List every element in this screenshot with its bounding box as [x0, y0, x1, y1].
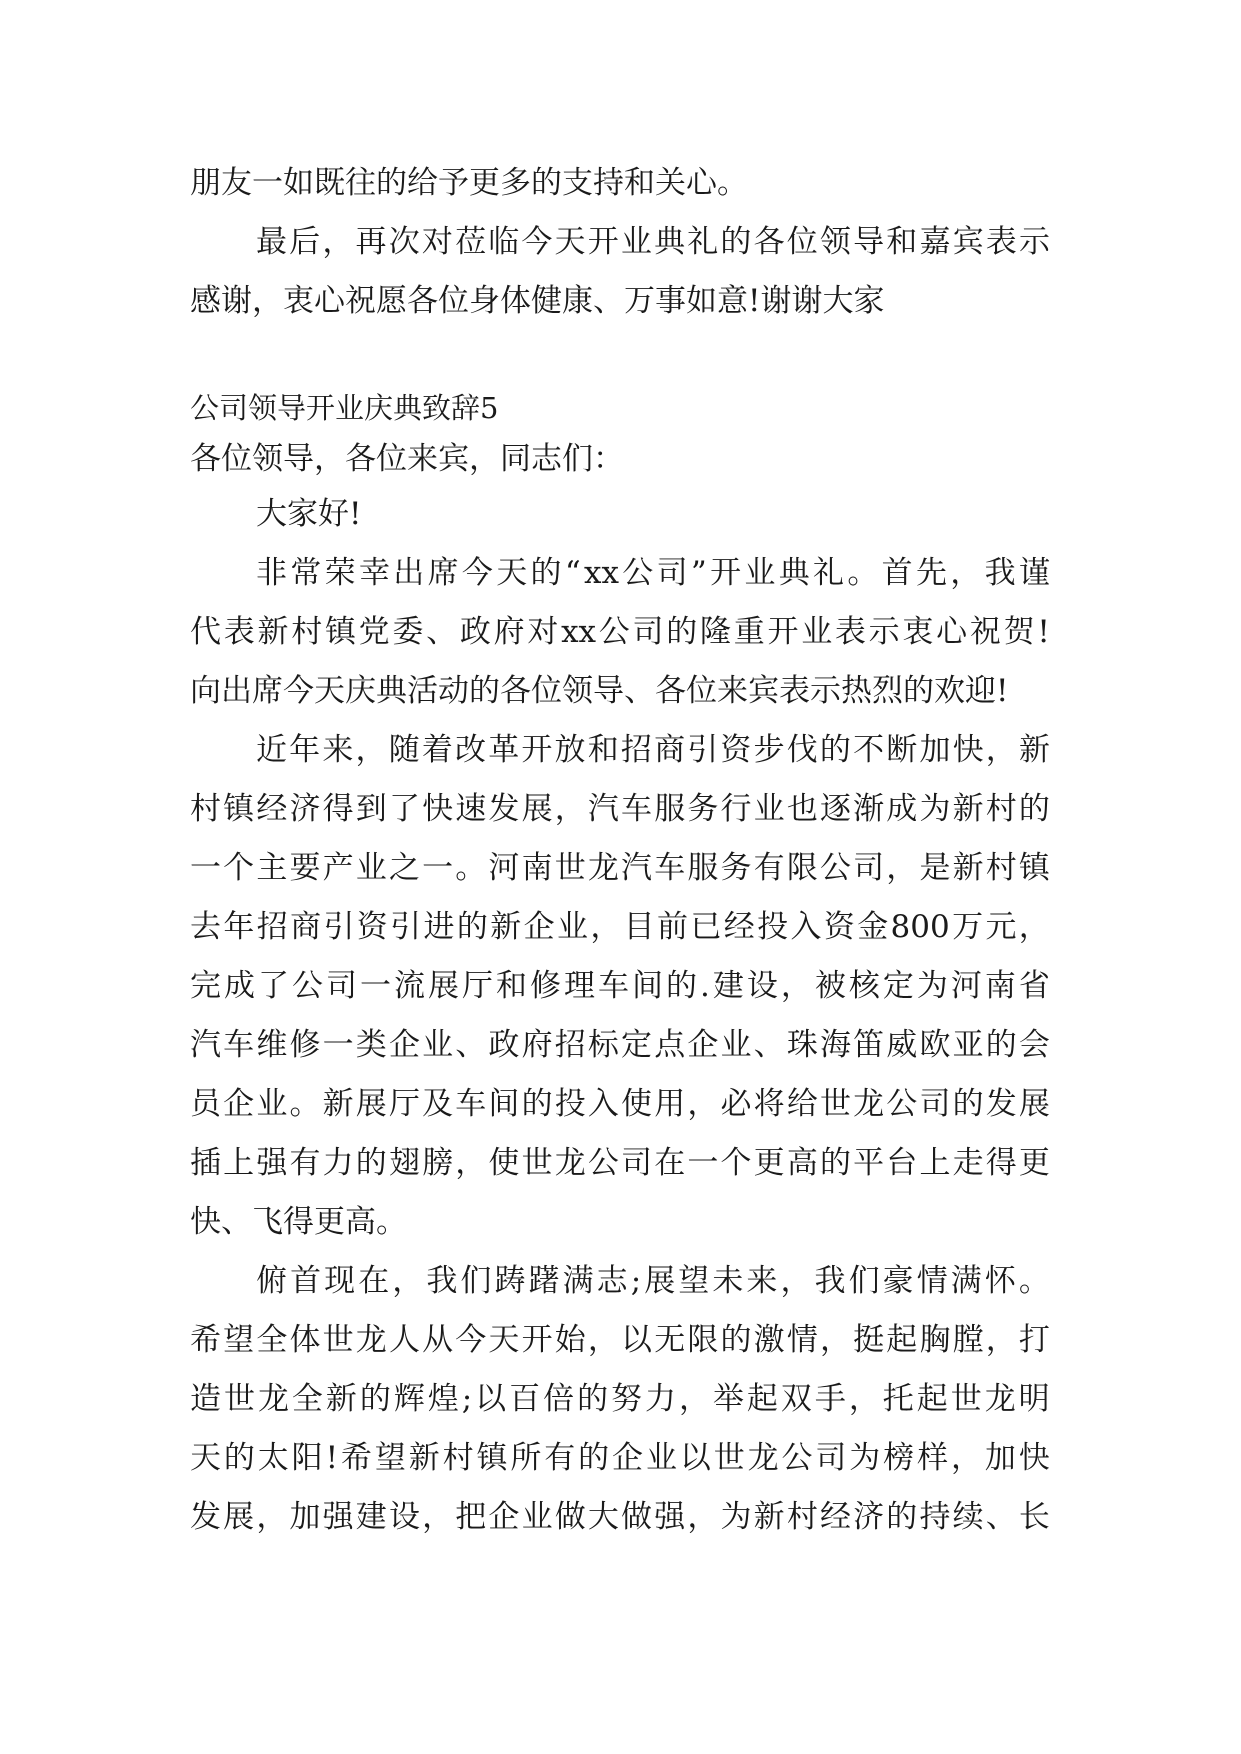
- paragraph-2-line: 员 企 业 。 新 展 厅 及 车 间 的 投 入 使 用 ， 必 将 给 世 龙 公 司 的 发 展: [190, 1086, 1050, 1122]
- greeting: 大家好!: [256, 496, 362, 532]
- paragraph-2-line: 插 上 强 有 力 的 翅 膀 ， 使 世 龙 公 司 在 一 个 更 高 的 平 台 上 走 得 更: [190, 1145, 1050, 1181]
- paragraph-3-line: 俯 首 现 在 ， 我 们 踌 躇 满 志 ; 展 望 未 来 ， 我 们 豪 情 满 怀 。: [256, 1263, 1050, 1299]
- paragraph-1-line: 代 表 新 村 镇 党 委 、 政 府 对 xx 公 司 的 隆 重 开 业 表 示 衷 心 祝 贺 !: [190, 614, 1050, 650]
- paragraph-3-line: 希 望 全 体 世 龙 人 从 今 天 开 始 ， 以 无 限 的 激 情 ， 挺 起 胸 膛 ， 打: [190, 1322, 1050, 1358]
- intro-continuation: 朋友一如既往的给予更多的支持和关心。: [190, 165, 748, 201]
- paragraph-2-line: 近 年 来 ， 随 着 改 革 开 放 和 招 商 引 资 步 伐 的 不 断 加 快 ， 新: [256, 732, 1050, 768]
- paragraph-3-line: 造 世 龙 全 新 的 辉 煌 ; 以 百 倍 的 努 力 ， 举 起 双 手 ， 托 起 世 龙 明: [190, 1381, 1050, 1417]
- paragraph-2-line: 去 年 招 商 引 资 引 进 的 新 企 业 ， 目 前 已 经 投 入 资 金 800 万 元 ，: [190, 909, 1050, 945]
- closing-paragraph-line: 最 后 ， 再 次 对 莅 临 今 天 开 业 典 礼 的 各 位 领 导 和 嘉 宾 表 示: [256, 224, 1050, 260]
- document-body: [190, 154, 1050, 1547]
- paragraph-2-line: 汽 车 维 修 一 类 企 业 、 政 府 招 标 定 点 企 业 、 珠 海 笛 威 欧 亚 的 会: [190, 1027, 1050, 1063]
- paragraph-3-line: 发 展 ， 加 强 建 设 ， 把 企 业 做 大 做 强 ， 为 新 村 经 济 的 持 续 、 长: [190, 1499, 1050, 1535]
- salutation: 各位领导，各位来宾，同志们：: [190, 441, 624, 477]
- paragraph-1-line: 向出席今天庆典活动的各位领导、各位来宾表示热烈的欢迎!: [190, 673, 1009, 709]
- section-title: 公司领导开业庆典致辞5: [190, 391, 499, 425]
- paragraph-1-line: 非 常 荣 幸 出 席 今 天 的 “ xx 公 司 ” 开 业 典 礼 。 首 先 ， 我 谨: [256, 555, 1050, 591]
- closing-paragraph-line: 感谢，衷心祝愿各位身体健康、万事如意!谢谢大家: [190, 283, 885, 319]
- paragraph-2-line: 完 成 了 公 司 一 流 展 厅 和 修 理 车 间 的 . 建 设 ， 被 核 定 为 河 南 省: [190, 968, 1050, 1004]
- paragraph-2-line: 快、飞得更高。: [190, 1204, 407, 1240]
- paragraph-2-line: 村 镇 经 济 得 到 了 快 速 发 展 ， 汽 车 服 务 行 业 也 逐 渐 成 为 新 村 的: [190, 791, 1050, 827]
- paragraph-3-line: 天 的 太 阳 ! 希 望 新 村 镇 所 有 的 企 业 以 世 龙 公 司 为 榜 样 ， 加 快: [190, 1440, 1050, 1476]
- section-gap: [190, 331, 1050, 383]
- paragraph-2-line: 一 个 主 要 产 业 之 一 。 河 南 世 龙 汽 车 服 务 有 限 公 司 ， 是 新 村 镇: [190, 850, 1050, 886]
